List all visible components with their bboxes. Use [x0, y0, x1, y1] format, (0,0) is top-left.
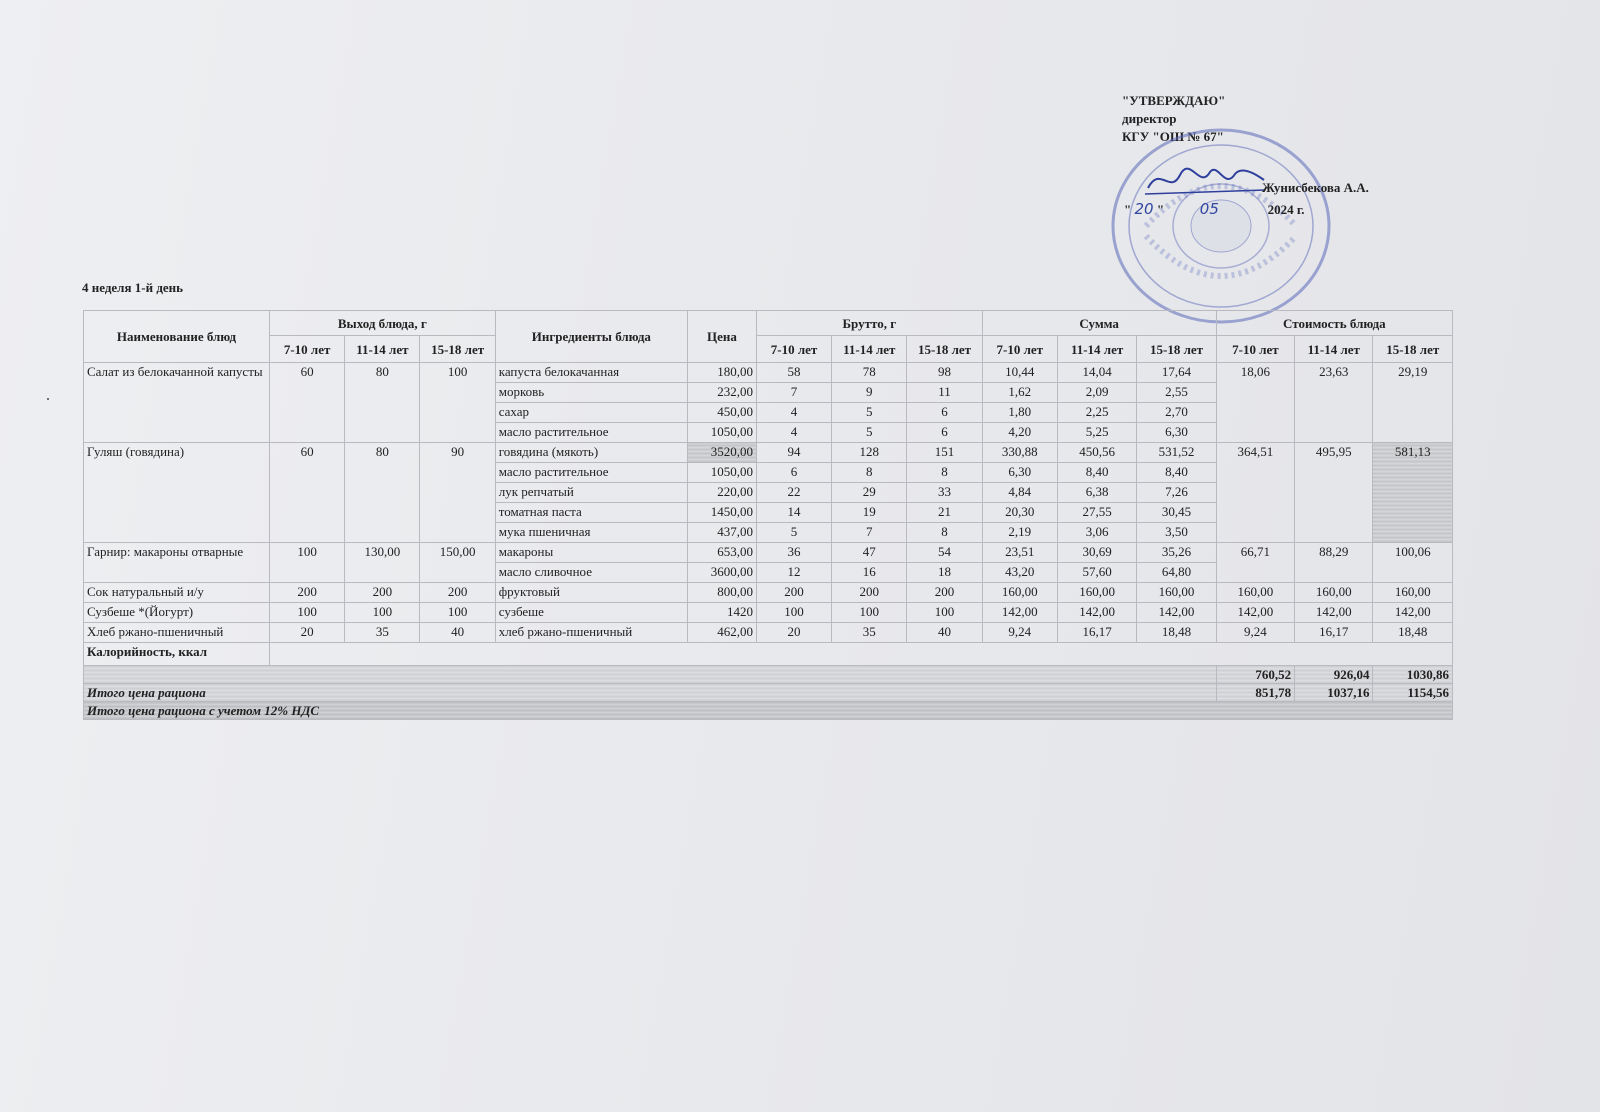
ingredient-name: масло сливочное: [495, 563, 687, 583]
dish-cost-age3: 581,13: [1373, 443, 1453, 543]
dish-name: Сузбеше *(Йогурт): [84, 603, 270, 623]
dish-cost-age2: 88,29: [1295, 543, 1373, 583]
header-gross-age3: 15-18 лет: [907, 336, 982, 363]
ingredient-price: 800,00: [687, 583, 756, 603]
gross-age2: 128: [832, 443, 907, 463]
gross-age1: 36: [756, 543, 831, 563]
stray-dot: [47, 398, 49, 400]
sum-age1: 20,30: [982, 503, 1057, 523]
gross-age3: 54: [907, 543, 982, 563]
ingredient-name: хлеб ржано-пшеничный: [495, 623, 687, 643]
sum-age2: 160,00: [1057, 583, 1136, 603]
ingredient-price: 220,00: [687, 483, 756, 503]
header-dish-name: Наименование блюд: [84, 311, 270, 363]
gross-age3: 40: [907, 623, 982, 643]
header-ingredients: Ингредиенты блюда: [495, 311, 687, 363]
sum-age1: 330,88: [982, 443, 1057, 463]
ingredient-price: 1050,00: [687, 423, 756, 443]
header-gross-age2: 11-14 лет: [832, 336, 907, 363]
table-row: [84, 583, 1453, 603]
header-row-2: [84, 336, 1453, 363]
dish-cost-age1: 66,71: [1216, 543, 1294, 583]
dish-name: Гуляш (говядина): [84, 443, 270, 543]
sum-age3: 160,00: [1137, 583, 1216, 603]
gross-age1: 4: [756, 423, 831, 443]
sum-age2: 14,04: [1057, 363, 1136, 383]
table-row: [84, 443, 1453, 463]
table-row: [84, 623, 1453, 643]
sum-age2: 142,00: [1057, 603, 1136, 623]
gross-age3: 33: [907, 483, 982, 503]
dish-yield-age2: 35: [345, 623, 420, 643]
approval-title: "УТВЕРЖДАЮ": [1122, 93, 1226, 108]
gross-age3: 100: [907, 603, 982, 623]
gross-age2: 19: [832, 503, 907, 523]
dish-cost-age3: 100,06: [1373, 543, 1453, 583]
table-row: [84, 363, 1453, 383]
sum-age2: 8,40: [1057, 463, 1136, 483]
ingredient-price: 450,00: [687, 403, 756, 423]
ingredient-name: фруктовый: [495, 583, 687, 603]
total-age1: 851,78: [1216, 684, 1294, 702]
dish-yield-age1: 100: [270, 603, 345, 623]
header-cost-age3: 15-18 лет: [1373, 336, 1453, 363]
sum-age1: 43,20: [982, 563, 1057, 583]
gross-age3: 6: [907, 423, 982, 443]
ingredient-price: 1450,00: [687, 503, 756, 523]
gross-age2: 5: [832, 403, 907, 423]
ingredient-name: мука пшеничная: [495, 523, 687, 543]
ingredient-name: сузбеше: [495, 603, 687, 623]
sum-age2: 2,25: [1057, 403, 1136, 423]
dish-yield-age2: 80: [345, 443, 420, 543]
sum-age3: 531,52: [1137, 443, 1216, 463]
header-yield-age3: 15-18 лет: [420, 336, 495, 363]
gross-age3: 200: [907, 583, 982, 603]
subtotal-row: [84, 666, 1453, 684]
gross-age1: 7: [756, 383, 831, 403]
handwritten-signature: [1140, 160, 1270, 200]
sum-age1: 2,19: [982, 523, 1057, 543]
subtotal-age1: 760,52: [1216, 666, 1294, 684]
dish-cost-age3: 142,00: [1373, 603, 1453, 623]
dish-cost-age1: 160,00: [1216, 583, 1294, 603]
sum-age3: 3,50: [1137, 523, 1216, 543]
total-row: [84, 684, 1453, 702]
gross-age3: 8: [907, 463, 982, 483]
header-sum-age2: 11-14 лет: [1057, 336, 1136, 363]
ingredient-name: капуста белокачанная: [495, 363, 687, 383]
gross-age2: 7: [832, 523, 907, 543]
gross-age2: 78: [832, 363, 907, 383]
sum-age3: 2,70: [1137, 403, 1216, 423]
header-cost: Стоимость блюда: [1216, 311, 1452, 336]
gross-age1: 20: [756, 623, 831, 643]
ingredient-price: 437,00: [687, 523, 756, 543]
sum-age1: 4,20: [982, 423, 1057, 443]
sum-age1: 1,62: [982, 383, 1057, 403]
gross-age3: 98: [907, 363, 982, 383]
subtotal-age2: 926,04: [1295, 666, 1373, 684]
sum-age2: 450,56: [1057, 443, 1136, 463]
ingredient-price: 1420: [687, 603, 756, 623]
ingredient-name: сахар: [495, 403, 687, 423]
gross-age2: 47: [832, 543, 907, 563]
dish-cost-age1: 364,51: [1216, 443, 1294, 543]
dish-cost-age1: 9,24: [1216, 623, 1294, 643]
dish-yield-age1: 200: [270, 583, 345, 603]
header-sum: Сумма: [982, 311, 1216, 336]
header-row-1: [84, 311, 1453, 336]
sum-age1: 160,00: [982, 583, 1057, 603]
dish-yield-age1: 60: [270, 363, 345, 443]
sum-age3: 7,26: [1137, 483, 1216, 503]
table-row: [84, 543, 1453, 563]
ingredient-name: масло растительное: [495, 423, 687, 443]
gross-age2: 5: [832, 423, 907, 443]
sum-age3: 6,30: [1137, 423, 1216, 443]
sum-age1: 1,80: [982, 403, 1057, 423]
header-gross-age1: 7-10 лет: [756, 336, 831, 363]
header-sum-age3: 15-18 лет: [1137, 336, 1216, 363]
sum-age1: 142,00: [982, 603, 1057, 623]
dish-yield-age3: 40: [420, 623, 495, 643]
gross-age3: 18: [907, 563, 982, 583]
sum-age3: 2,55: [1137, 383, 1216, 403]
sum-age3: 142,00: [1137, 603, 1216, 623]
dish-yield-age3: 150,00: [420, 543, 495, 583]
sum-age2: 57,60: [1057, 563, 1136, 583]
sum-age3: 18,48: [1137, 623, 1216, 643]
sum-age2: 5,25: [1057, 423, 1136, 443]
dish-cost-age3: 160,00: [1373, 583, 1453, 603]
dish-yield-age1: 100: [270, 543, 345, 583]
gross-age1: 12: [756, 563, 831, 583]
dish-cost-age3: 29,19: [1373, 363, 1453, 443]
sum-age2: 30,69: [1057, 543, 1136, 563]
dish-cost-age2: 495,95: [1295, 443, 1373, 543]
gross-age1: 58: [756, 363, 831, 383]
gross-age1: 94: [756, 443, 831, 463]
total-age2: 1037,16: [1295, 684, 1373, 702]
dish-cost-age3: 18,48: [1373, 623, 1453, 643]
dish-yield-age2: 100: [345, 603, 420, 623]
gross-age2: 200: [832, 583, 907, 603]
header-cost-age2: 11-14 лет: [1295, 336, 1373, 363]
gross-age2: 9: [832, 383, 907, 403]
gross-age1: 22: [756, 483, 831, 503]
sum-age2: 2,09: [1057, 383, 1136, 403]
gross-age3: 151: [907, 443, 982, 463]
header-sum-age1: 7-10 лет: [982, 336, 1057, 363]
ingredient-name: томатная паста: [495, 503, 687, 523]
calories-label: Калорийность, ккал: [84, 643, 270, 666]
sum-age2: 16,17: [1057, 623, 1136, 643]
ingredient-price: 3520,00: [687, 443, 756, 463]
ingredient-name: морковь: [495, 383, 687, 403]
header-cost-age1: 7-10 лет: [1216, 336, 1294, 363]
gross-age2: 29: [832, 483, 907, 503]
sum-age3: 17,64: [1137, 363, 1216, 383]
dish-yield-age3: 100: [420, 363, 495, 443]
day-title: 4 неделя 1-й день: [82, 280, 184, 295]
gross-age2: 16: [832, 563, 907, 583]
signer-name: Жунисбекова А.А.: [1262, 180, 1369, 195]
approval-date: " 20 " 05 2024 г.: [1124, 200, 1305, 218]
ingredient-name: макароны: [495, 543, 687, 563]
dish-yield-age3: 100: [420, 603, 495, 623]
dish-yield-age3: 200: [420, 583, 495, 603]
sum-age3: 35,26: [1137, 543, 1216, 563]
gross-age1: 14: [756, 503, 831, 523]
date-day: 20: [1134, 200, 1154, 218]
dish-cost-age2: 23,63: [1295, 363, 1373, 443]
header-yield: Выход блюда, г: [270, 311, 496, 336]
ingredient-price: 462,00: [687, 623, 756, 643]
dish-yield-age3: 90: [420, 443, 495, 543]
date-month: 05: [1199, 200, 1219, 218]
dish-cost-age1: 142,00: [1216, 603, 1294, 623]
ingredient-name: масло растительное: [495, 463, 687, 483]
round-seal-stamp: [1106, 126, 1336, 326]
dish-name: Хлеб ржано-пшеничный: [84, 623, 270, 643]
gross-age3: 21: [907, 503, 982, 523]
sum-age2: 3,06: [1057, 523, 1136, 543]
header-yield-age2: 11-14 лет: [345, 336, 420, 363]
menu-table: [83, 310, 1453, 720]
sum-age2: 27,55: [1057, 503, 1136, 523]
dish-yield-age2: 130,00: [345, 543, 420, 583]
ingredient-name: лук репчатый: [495, 483, 687, 503]
gross-age1: 200: [756, 583, 831, 603]
ingredient-price: 232,00: [687, 383, 756, 403]
header-yield-age1: 7-10 лет: [270, 336, 345, 363]
sum-age3: 30,45: [1137, 503, 1216, 523]
subtotal-empty: [84, 666, 1217, 684]
dish-name: Сок натуральный и/у: [84, 583, 270, 603]
sum-age3: 8,40: [1137, 463, 1216, 483]
calories-row: [84, 643, 1453, 666]
dish-yield-age1: 20: [270, 623, 345, 643]
dish-cost-age2: 142,00: [1295, 603, 1373, 623]
sum-age2: 6,38: [1057, 483, 1136, 503]
gross-age2: 35: [832, 623, 907, 643]
sum-age1: 23,51: [982, 543, 1057, 563]
ingredient-price: 3600,00: [687, 563, 756, 583]
ingredient-price: 653,00: [687, 543, 756, 563]
calories-empty: [270, 643, 1453, 666]
gross-age3: 6: [907, 403, 982, 423]
sum-age1: 6,30: [982, 463, 1057, 483]
dish-name: Салат из белокачанной капусты: [84, 363, 270, 443]
gross-age1: 6: [756, 463, 831, 483]
dish-yield-age2: 80: [345, 363, 420, 443]
approval-role: директор: [1122, 111, 1177, 126]
total-vat-row: [84, 702, 1453, 720]
header-gross: Брутто, г: [756, 311, 982, 336]
ingredient-name: говядина (мякоть): [495, 443, 687, 463]
gross-age3: 8: [907, 523, 982, 543]
sum-age1: 4,84: [982, 483, 1057, 503]
gross-age2: 8: [832, 463, 907, 483]
total-age3: 1154,56: [1373, 684, 1453, 702]
sum-age3: 64,80: [1137, 563, 1216, 583]
gross-age2: 100: [832, 603, 907, 623]
gross-age1: 5: [756, 523, 831, 543]
gross-age3: 11: [907, 383, 982, 403]
total-vat-label: Итого цена рациона с учетом 12% НДС: [84, 702, 1453, 720]
dish-yield-age1: 60: [270, 443, 345, 543]
gross-age1: 100: [756, 603, 831, 623]
gross-age1: 4: [756, 403, 831, 423]
ingredient-price: 1050,00: [687, 463, 756, 483]
dish-yield-age2: 200: [345, 583, 420, 603]
sum-age1: 10,44: [982, 363, 1057, 383]
dish-cost-age2: 160,00: [1295, 583, 1373, 603]
approval-org: КГУ "ОШ № 67": [1122, 129, 1224, 144]
date-year: 2024 г.: [1267, 202, 1305, 217]
dish-name: Гарнир: макароны отварные: [84, 543, 270, 583]
table-row: [84, 603, 1453, 623]
total-label: Итого цена рациона: [84, 684, 1217, 702]
sum-age1: 9,24: [982, 623, 1057, 643]
ingredient-price: 180,00: [687, 363, 756, 383]
dish-cost-age1: 18,06: [1216, 363, 1294, 443]
header-price: Цена: [687, 311, 756, 363]
dish-cost-age2: 16,17: [1295, 623, 1373, 643]
subtotal-age3: 1030,86: [1373, 666, 1453, 684]
